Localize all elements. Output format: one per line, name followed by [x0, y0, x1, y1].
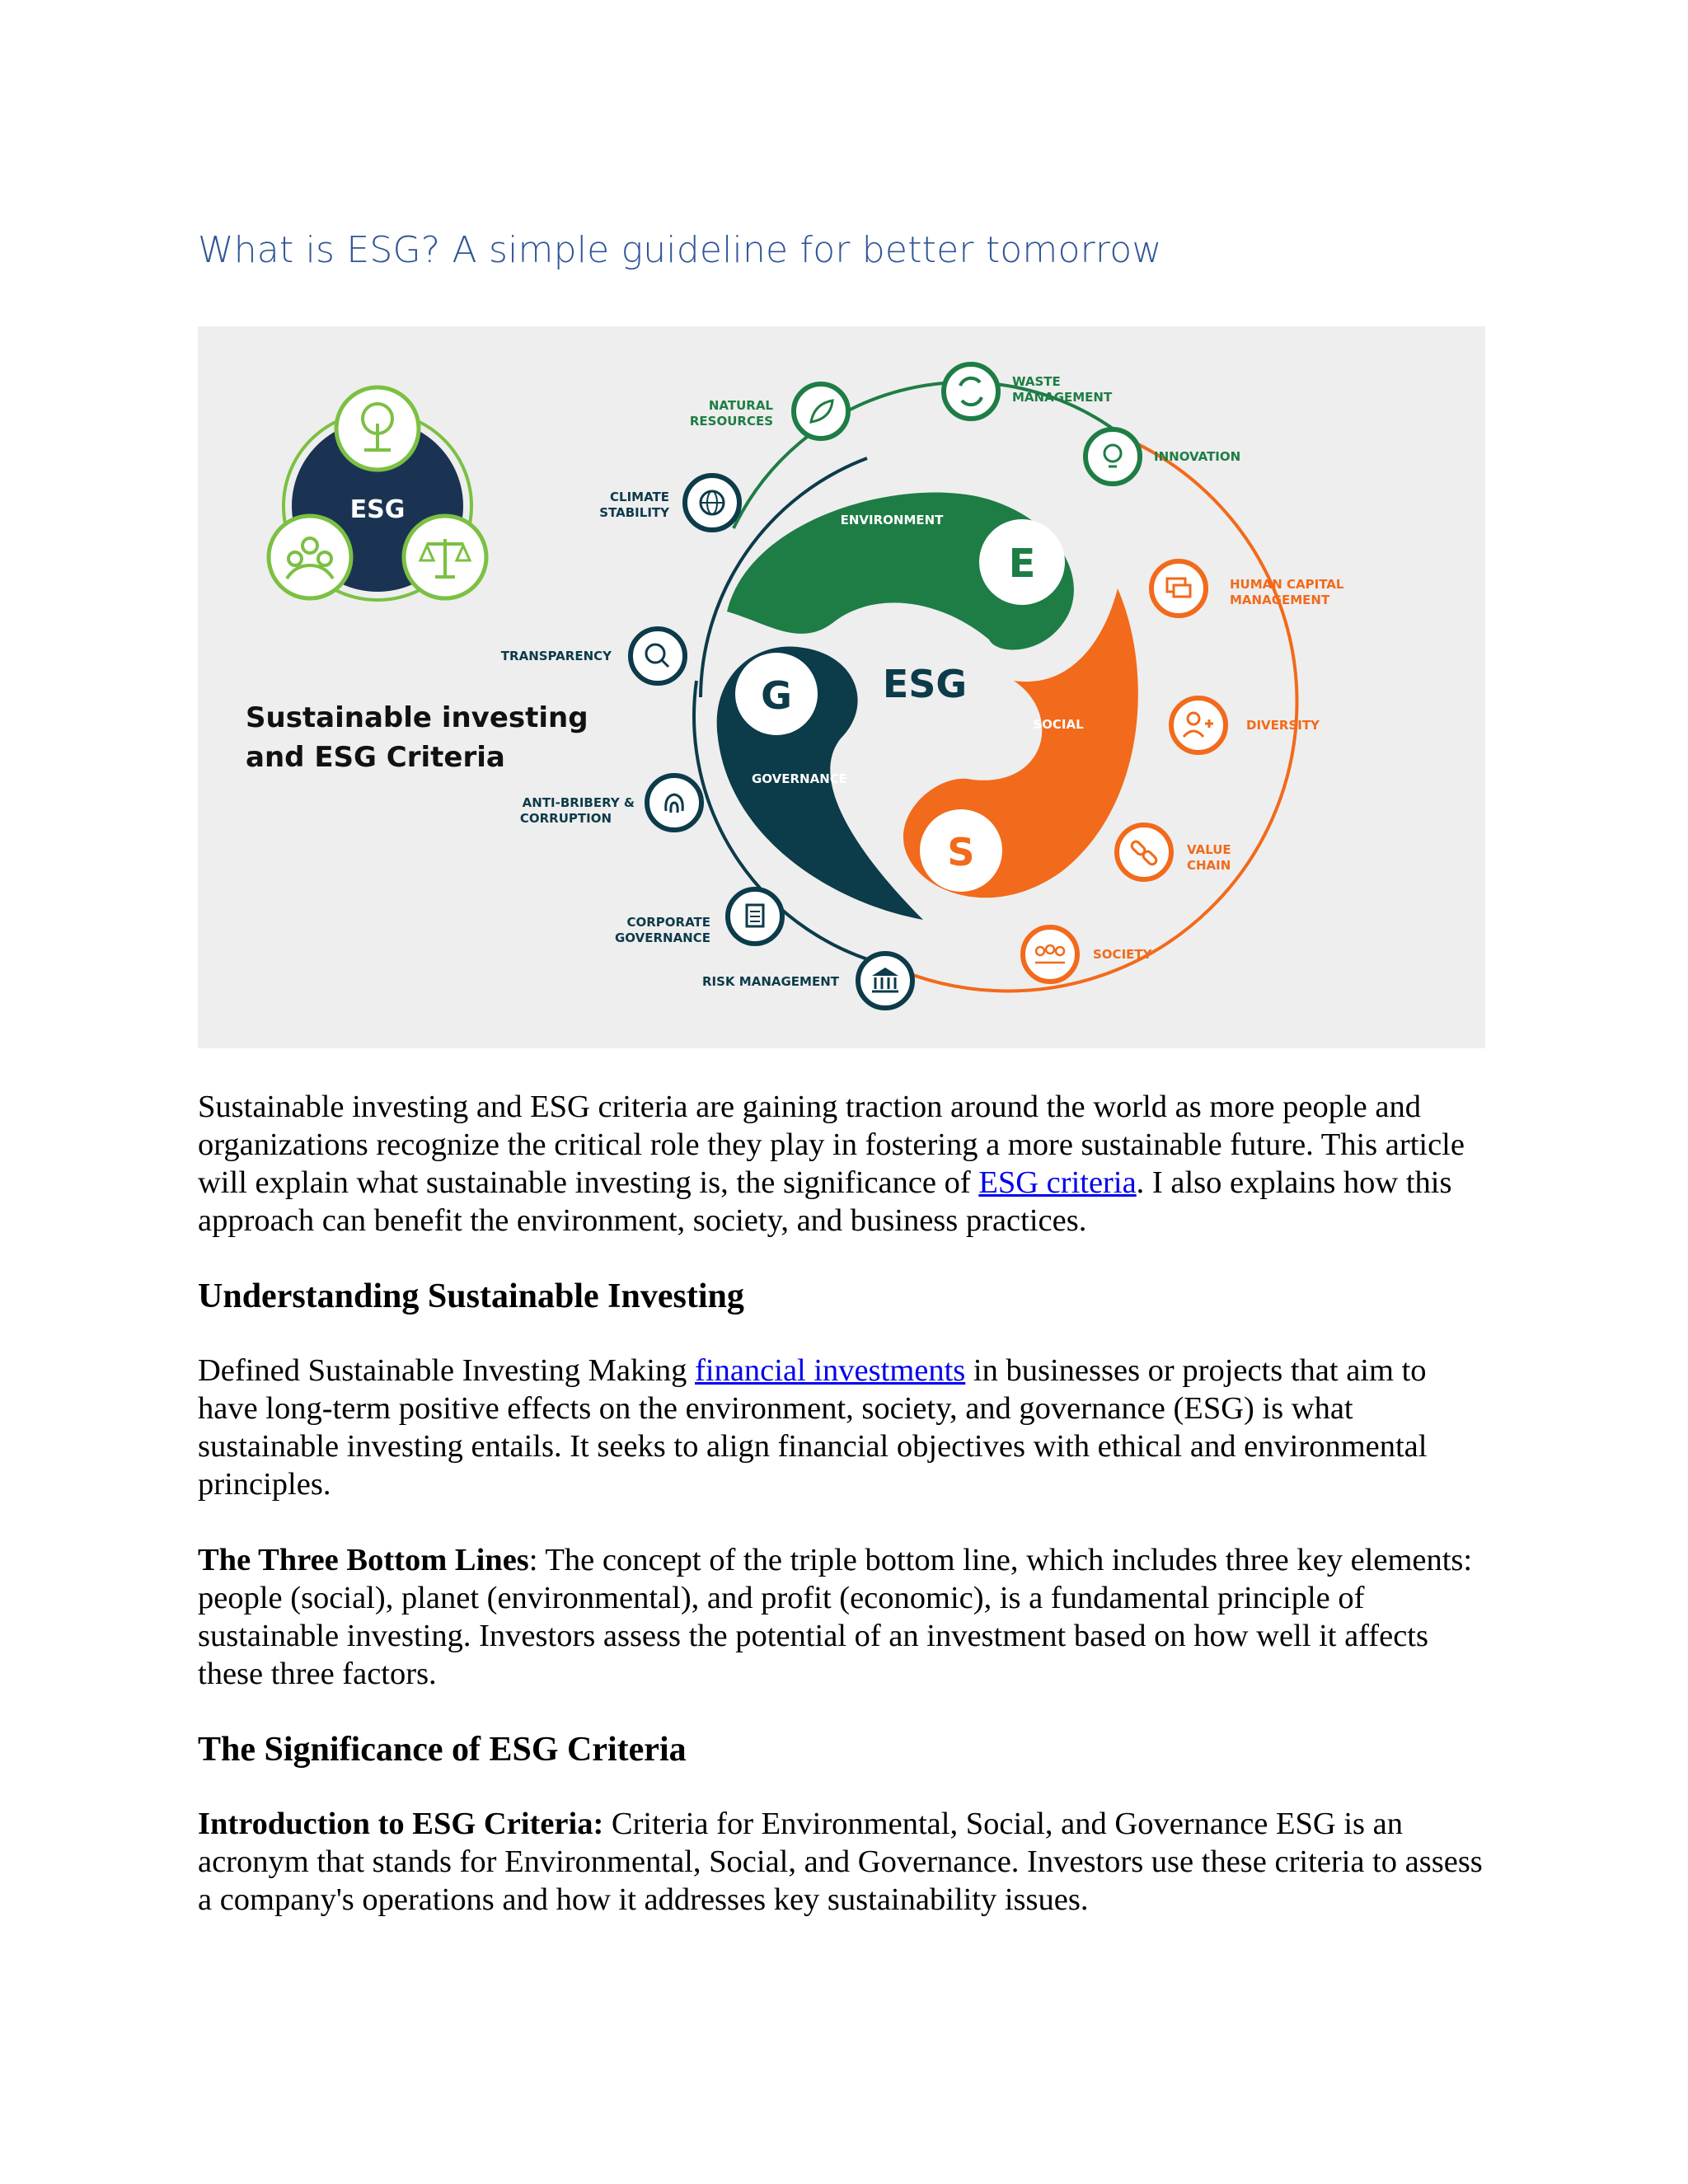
anti-bribery-label-2: CORRUPTION [519, 811, 612, 826]
value-chain-label-2: CHAIN [1187, 858, 1231, 873]
esg-infographic [198, 326, 1485, 1048]
esg-criteria-link[interactable]: ESG criteria [978, 1165, 1137, 1200]
governance-label: GOVERNANCE [751, 771, 848, 786]
esg-badge [269, 387, 486, 600]
corporate-governance-label-2: GOVERNANCE [614, 930, 710, 945]
bottom-lines-paragraph [198, 1541, 1492, 1693]
waste-management-label-2: MANAGEMENT [1012, 390, 1113, 405]
recycle-icon [944, 364, 998, 419]
human-capital-label-2: MANAGEMENT [1230, 593, 1330, 607]
social-label: SOCIAL [1033, 717, 1084, 732]
globe-icon [685, 476, 739, 530]
human-capital-label-1: HUMAN CAPITAL [1230, 577, 1344, 592]
magnifier-icon [631, 629, 685, 683]
natural-resources-label-1: NATURAL [708, 398, 773, 413]
intro-text-2: . I also explains how this approach can benefit the environment, society, and business practices. [198, 1165, 1452, 1238]
diversity-label: DIVERSITY [1246, 718, 1320, 733]
figure-heading-line2: and ESG Criteria [246, 741, 505, 774]
esg-intro-paragraph [198, 1805, 1492, 1919]
tree-icon [336, 387, 419, 470]
society-label: SOCIETY [1093, 947, 1152, 962]
wheel-center-esg: ESG [882, 662, 968, 706]
esg-intro-text: Criteria for Environmental, Social, and Governance ESG is an acronym that stands for Environmental, Social, and Governance. Investors use these criteria to assess a company's operations and how it addresses key sustainability issues. [198, 1807, 1483, 1917]
bottom-lines-text: : The concept of the triple bottom line, which includes three key elements: people (social), planet (environmental), and profit (economic), is a fundamental principle of sustainable investing. Investors assess the potential of an investment based on how well it affects these three factors. [198, 1543, 1473, 1691]
badge-esg-text: ESG [349, 495, 406, 524]
waste-management-label-1: WASTE [1012, 374, 1061, 389]
anti-bribery-label-1: ANTI-BRIBERY & [522, 795, 635, 810]
corporate-governance-label-1: CORPORATE [626, 915, 710, 930]
section-heading-significance: The Significance of ESG Criteria [198, 1731, 687, 1769]
definition-text-1: Defined Sustainable Investing Making [198, 1353, 696, 1388]
climate-stability-label-1: CLIMATE [610, 490, 669, 504]
fingerprint-icon [647, 776, 701, 830]
figure-heading-line1: Sustainable investing [246, 701, 588, 734]
bottom-lines-term: The Three Bottom Lines [198, 1543, 529, 1577]
lightbulb-icon [1085, 429, 1140, 484]
chat-icon [1151, 561, 1206, 616]
social-letter: S [947, 830, 975, 874]
section-heading-understanding: Understanding Sustainable Investing [198, 1277, 744, 1315]
group-icon [1023, 927, 1077, 982]
climate-stability-label-2: STABILITY [599, 505, 669, 520]
add-person-icon [1171, 698, 1226, 752]
esg-wheel [717, 492, 1138, 920]
chain-link-icon [1117, 825, 1171, 879]
esg-intro-term: Introduction to ESG Criteria: [198, 1807, 604, 1841]
value-chain-label-1: VALUE [1187, 842, 1231, 857]
environment-letter: E [1008, 541, 1036, 587]
definition-text-2: in businesses or projects that aim to have long-term positive effects on the environment, society, and governance (ESG) is what sustainable investing entails. It seeks to align financial objectives with ethical and environmental principles. [198, 1353, 1428, 1502]
article-body [198, 1088, 1492, 1919]
intro-text-1: Sustainable investing and ESG criteria are gaining traction around the world as more people and organizations recognize the critical role they play in fostering a more sustainable future. This article will explain what sustainable investing is, the significance of [198, 1090, 1465, 1200]
governance-letter: G [761, 673, 792, 718]
page-title: What is ESG? A simple guideline for better tomorrow [198, 229, 1162, 271]
natural-resources-label-2: RESOURCES [689, 414, 773, 429]
intro-paragraph [198, 1088, 1492, 1240]
environment-label: ENVIRONMENT [840, 513, 944, 527]
bank-icon [858, 954, 912, 1008]
definition-paragraph [198, 1352, 1492, 1503]
people-icon [269, 516, 351, 598]
innovation-label: INNOVATION [1154, 449, 1241, 464]
transparency-label: TRANSPARENCY [500, 649, 612, 663]
financial-investments-link[interactable]: financial investments [695, 1353, 966, 1388]
risk-management-label: RISK MANAGEMENT [702, 974, 839, 989]
scales-icon [404, 516, 486, 598]
leaf-icon [794, 384, 848, 438]
document-icon [728, 889, 782, 944]
